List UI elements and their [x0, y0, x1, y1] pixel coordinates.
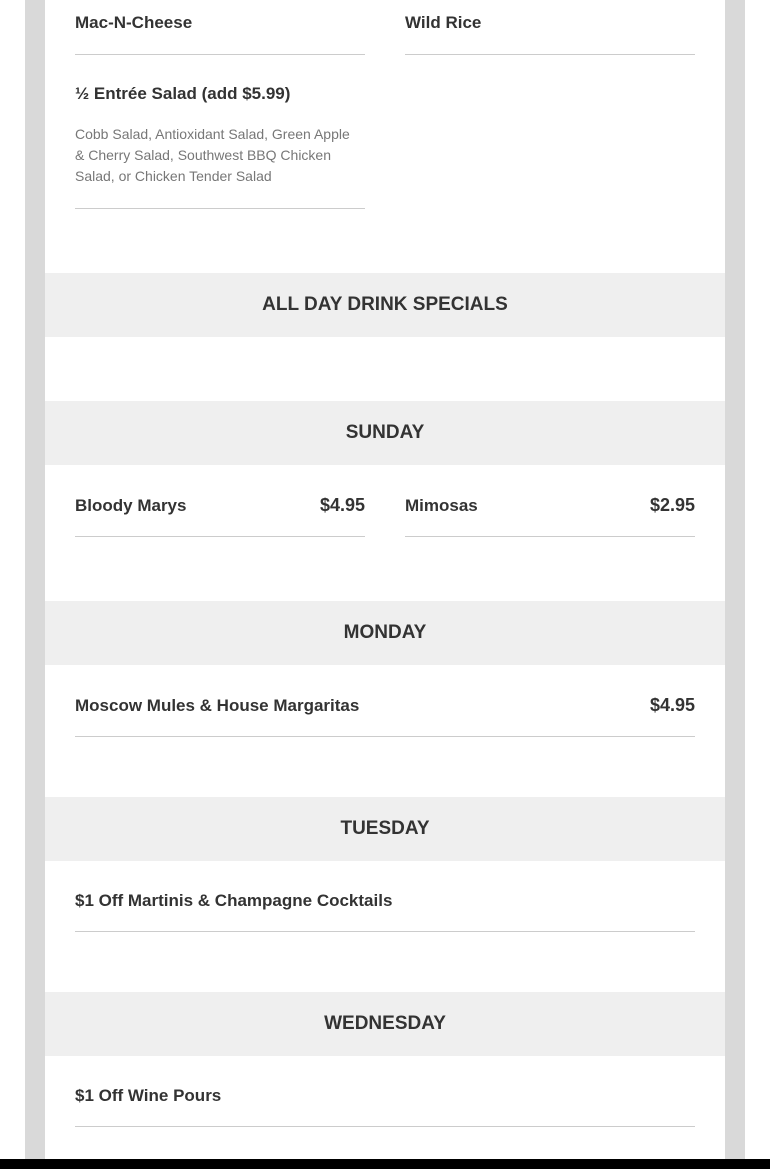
menu-item	[75, 0, 365, 55]
menu-item-description: Cobb Salad, Antioxidant Salad, Green Apple & Cherry Salad, Southwest BBQ Chicken Salad, or Chicken Tender Salad	[75, 126, 350, 184]
menu-item-price: $4.95	[649, 695, 695, 715]
menu-item	[405, 0, 695, 55]
section-title: ALL DAY DRINK SPECIALS	[45, 273, 725, 337]
menu-item-name: Moscow Mules & House Margaritas	[75, 696, 360, 715]
day-heading-sunday: SUNDAY	[45, 401, 725, 465]
menu-item-name: Mimosas	[405, 496, 478, 515]
bottom-bar	[0, 1159, 770, 1169]
menu-item-name: Bloody Marys	[75, 496, 187, 515]
menu-item	[75, 465, 365, 537]
menu-item	[75, 55, 365, 209]
day-heading-wednesday: WEDNESDAY	[45, 992, 725, 1056]
menu-item	[75, 861, 695, 932]
day-heading-monday: MONDAY	[45, 601, 725, 665]
menu-item-name: Wild Rice	[405, 13, 482, 32]
menu-item-name: $1 Off Martinis & Champagne Cocktails	[75, 891, 393, 910]
menu-item-price: $2.95	[649, 495, 695, 515]
menu-item	[75, 1056, 695, 1127]
menu-item	[75, 665, 695, 737]
menu-item-name: $1 Off Wine Pours	[75, 1086, 222, 1105]
menu-item-price: $4.95	[319, 495, 365, 515]
menu-item-name: ½ Entrée Salad (add $5.99)	[75, 84, 291, 103]
day-heading-tuesday: TUESDAY	[45, 797, 725, 861]
menu-item-name: Mac-N-Cheese	[75, 13, 193, 32]
menu-panel	[45, 0, 725, 1159]
menu-item	[405, 465, 695, 537]
